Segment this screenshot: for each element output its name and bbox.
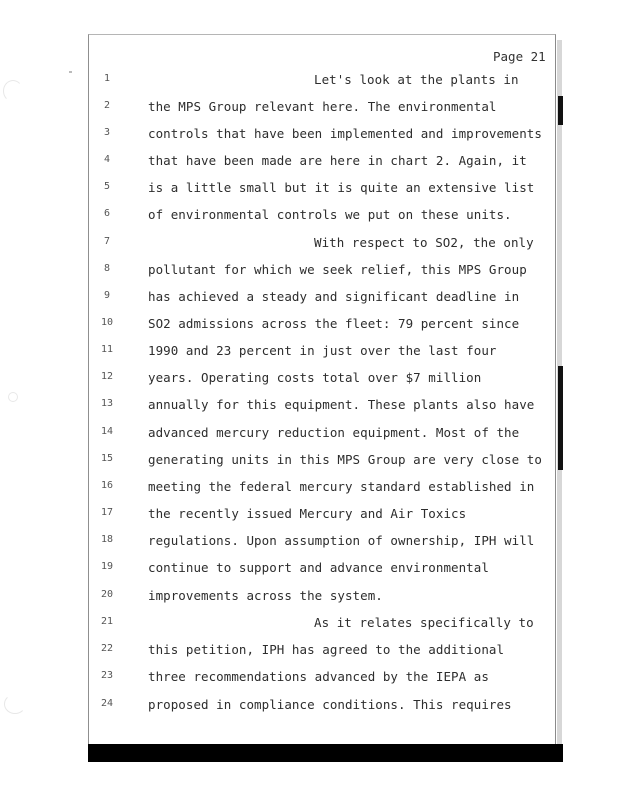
line-number: 2 <box>103 100 111 111</box>
scan-dot <box>69 71 72 73</box>
line-number: 16 <box>100 480 114 491</box>
transcript-line: regulations. Upon assumption of ownership, IPH will <box>148 533 535 548</box>
line-number: 6 <box>103 208 111 219</box>
transcript-line: the MPS Group relevant here. The environmental <box>148 99 497 114</box>
transcript-line: that have been made are here in chart 2. Again, it <box>148 153 527 168</box>
transcript-line: years. Operating costs total over $7 million <box>148 370 482 385</box>
line-number: 22 <box>100 643 114 654</box>
transcript-line: With respect to SO2, the only <box>314 235 534 250</box>
scan-artifact-bottom <box>4 694 26 714</box>
line-number: 10 <box>100 317 114 328</box>
page-number: Page 21 <box>493 49 546 64</box>
line-number: 11 <box>100 344 114 355</box>
line-number: 13 <box>100 398 114 409</box>
transcript-line: 1990 and 23 percent in just over the last four <box>148 343 497 358</box>
scan-artifact-middle <box>8 392 18 402</box>
transcript-line: generating units in this MPS Group are very close to <box>148 452 542 467</box>
line-number: 9 <box>103 290 111 301</box>
line-number: 14 <box>100 426 114 437</box>
line-number: 8 <box>103 263 111 274</box>
scan-artifact-top <box>3 80 23 102</box>
transcript-line: proposed in compliance conditions. This requires <box>148 697 512 712</box>
page-right-mark-1 <box>558 96 563 125</box>
line-number: 23 <box>100 670 114 681</box>
transcript-line: the recently issued Mercury and Air Toxics <box>148 506 467 521</box>
transcript-line: meeting the federal mercury standard established in <box>148 479 535 494</box>
transcript-line: Let's look at the plants in <box>314 72 519 87</box>
line-number: 18 <box>100 534 114 545</box>
transcript-line: improvements across the system. <box>148 588 383 603</box>
transcript-line: controls that have been implemented and improvements <box>148 126 542 141</box>
line-number: 15 <box>100 453 114 464</box>
line-number: 17 <box>100 507 114 518</box>
line-number: 12 <box>100 371 114 382</box>
transcript-line: of environmental controls we put on these units. <box>148 207 512 222</box>
transcript-line: has achieved a steady and significant deadline in <box>148 289 520 304</box>
transcript-line: this petition, IPH has agreed to the additional <box>148 642 505 657</box>
line-number: 7 <box>103 236 111 247</box>
line-number: 5 <box>103 181 111 192</box>
transcript-line: pollutant for which we seek relief, this MPS Group <box>148 262 527 277</box>
line-number: 20 <box>100 589 114 600</box>
line-number: 19 <box>100 561 114 572</box>
line-number: 21 <box>100 616 114 627</box>
transcript-line: three recommendations advanced by the IEPA as <box>148 669 489 684</box>
line-number: 3 <box>103 127 111 138</box>
transcript-line: As it relates specifically to <box>314 615 534 630</box>
page-right-mark-2 <box>558 366 563 470</box>
transcript-line: annually for this equipment. These plants also have <box>148 397 535 412</box>
transcript-line: continue to support and advance environmental <box>148 560 489 575</box>
transcript-line: advanced mercury reduction equipment. Most of the <box>148 425 520 440</box>
page-bottom-bar <box>88 744 563 762</box>
transcript-line: SO2 admissions across the fleet: 79 percent since <box>148 316 520 331</box>
transcript-line: is a little small but it is quite an extensive list <box>148 180 535 195</box>
line-number: 4 <box>103 154 111 165</box>
line-number: 1 <box>103 73 111 84</box>
line-number: 24 <box>100 698 114 709</box>
